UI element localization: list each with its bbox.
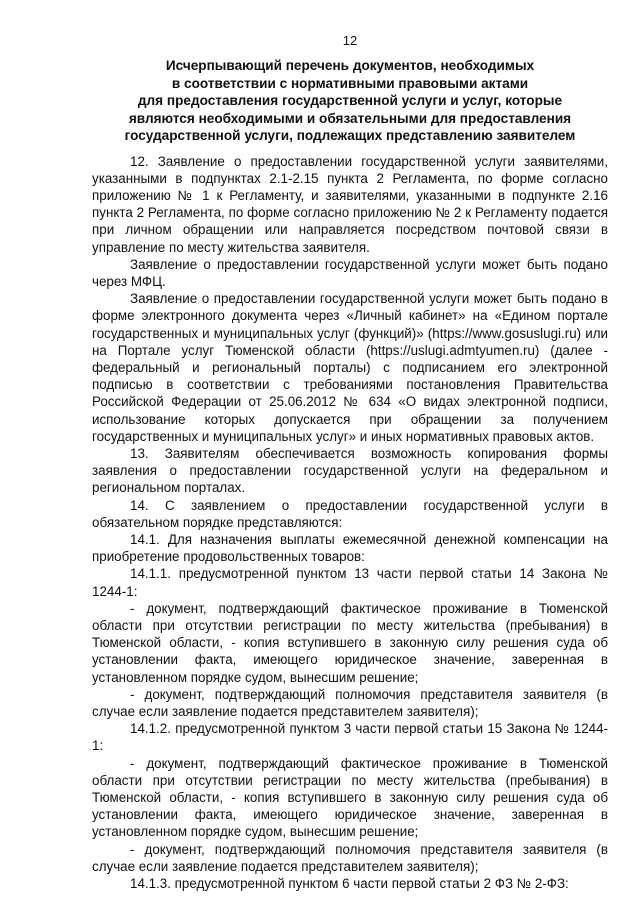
paragraph-13: 13. Заявителям обеспечивается возможность копирования формы заявления о предоставлении государственной услуги на федеральном и региональном порталах.	[92, 445, 608, 496]
page-number: 12	[342, 33, 358, 48]
paragraph-14-1-2: 14.1.2. предусмотренной пунктом 3 части первой статьи 15 Закона № 1244-1:	[92, 721, 608, 754]
section-title	[92, 57, 608, 145]
section-title-line: для предоставления государственной услуги и услуг, которые	[137, 93, 563, 108]
list-item: - документ, подтверждающий фактическое проживание в Тюменской области при отсутствии регистрации по месту жительства (пребывания) в Тюменской области, - копия вступившего в законную силу решения суда об установлении факта, имеющего юридическое значение, заверенная в установленном порядке судом, вынесшим решение;	[92, 755, 608, 840]
paragraph-mfc: Заявление о предоставлении государственной услуги может быть подано через МФЦ.	[92, 256, 608, 289]
paragraph-electronic: Заявление о предоставлении государственной услуги может быть подано в форме электронного документа через «Личный кабинет» на «Едином портале государственных и муниципальных услуг (функций)» (https://www.gosuslugi.ru) или на Портале услуг Тюменской области (https://uslugi.admtyumen.ru) (далее - федеральный и региональный порталы) с подписанием его электронной подписью в соответствии с требованиями постановления Правительства Российской Федерации от 25.06.2012 № 634 «О видах электронной подписи, использование которых допускается при обращении за получением государственных и муниципальных услуг» и иных нормативных правовых актов.	[92, 291, 608, 444]
section-title-line: государственной услуги, подлежащих представлению заявителем	[124, 128, 576, 143]
paragraph-14: 14. С заявлением о предоставлении государственной услуги в обязательном порядке представляются:	[92, 497, 608, 530]
paragraph-14-1: 14.1. Для назначения выплаты ежемесячной денежной компенсации на приобретение продовольственных товаров:	[92, 531, 608, 565]
section-title-line: являются необходимыми и обязательными для предоставления	[128, 110, 572, 126]
paragraph-14-1-1: 14.1.1. предусмотренной пунктом 13 части первой статьи 14 Закона № 1244-1:	[92, 566, 608, 599]
list-item: - документ, подтверждающий фактическое проживание в Тюменской области при отсутствии регистрации по месту жительства (пребывания) в Тюменской области, - копия вступившего в законную силу решения суда об установлении факта, имеющего юридическое значение, заверенная в установленном порядке судом, вынесшим решение;	[92, 600, 608, 685]
paragraph-12: 12. Заявление о предоставлении государственной услуги заявителями, указанными в подпунктах 2.1-2.15 пункта 2 Регламента, по форме согласно приложению № 1 к Регламенту, и заявителями, указанными в подпункте 2.16 пункта 2 Регламента, по форме согласно приложению № 2 к Регламенту подается при личном обращении или направляется посредством почтовой связи в управление по месту жительства заявителя.	[92, 153, 608, 255]
document-body	[92, 153, 608, 893]
list-item: - документ, подтверждающий полномочия представителя заявителя (в случае если заявление подается представителем заявителя);	[92, 686, 608, 719]
section-title-line: Исчерпывающий перечень документов, необходимых	[165, 58, 535, 73]
list-item: - документ, подтверждающий полномочия представителя заявителя (в случае если заявление подается представителем заявителя);	[92, 841, 608, 874]
paragraph-14-1-3: 14.1.3. предусмотренной пунктом 6 части первой статьи 2 ФЗ № 2-ФЗ:	[130, 876, 569, 892]
section-title-line: в соответствии с нормативными правовыми актами	[171, 75, 529, 91]
